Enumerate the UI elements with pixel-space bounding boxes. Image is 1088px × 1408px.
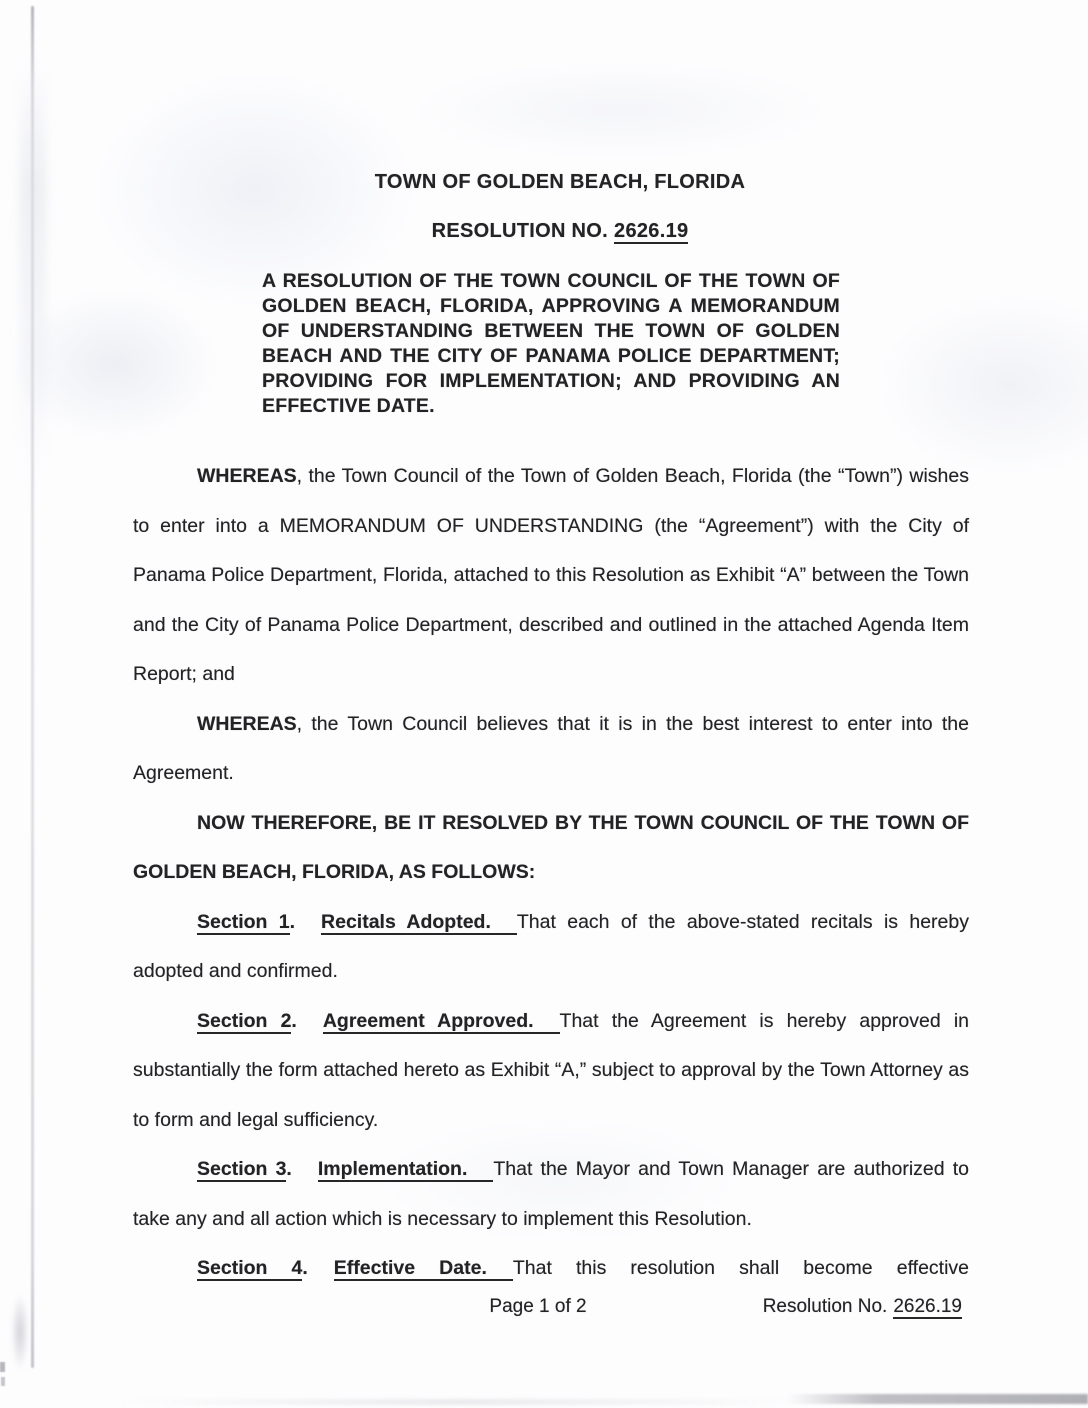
footer-resolution — [763, 1296, 962, 1318]
scan-edge-mark — [1, 1377, 5, 1386]
text-run: , the Town Council of the Town of Golden Beach, Florida (the “Town”) wishes to enter into a MEMORANDUM OF UNDERSTANDING (the “Agreement”) with the City of Panama Police Department, Florida, attached to this Resolution as Exhibit “A” between the Town and the City of Panama Police Department, described and outlined in the attached Agenda Item Report; and — [133, 465, 969, 685]
document-title: TOWN OF GOLDEN BEACH, FLORIDA — [374, 171, 746, 193]
paragraph-section-3 — [133, 1145, 969, 1244]
resolution-label: RESOLUTION NO. — [431, 220, 609, 242]
text-run: WHEREAS — [197, 465, 297, 487]
text-run: Implementation. — [318, 1158, 494, 1182]
paragraph-whereas-1 — [133, 452, 969, 700]
scan-bottom-shadow — [120, 1399, 800, 1405]
resolution-caption: A RESOLUTION OF THE TOWN COUNCIL OF THE TOWN OF GOLDEN BEACH, FLORIDA, APPROVING A MEMORANDUM OF UNDERSTANDING BETWEEN THE TOWN OF GOLDEN BEACH AND THE CITY OF PANAMA POLICE DEPARTMENT; PROVIDING FOR IMPLEMENTATION; AND PROVIDING AN EFFECTIVE DATE. — [262, 270, 840, 417]
text-run: That this resolution shall become effective — [512, 1257, 970, 1279]
text-run: . — [286, 1158, 292, 1180]
text-run: Section 2 — [197, 1009, 292, 1032]
text-run: That each of the above-stated recitals is hereby adopted and confirmed. — [133, 910, 969, 982]
text-run: Recitals Adopted. — [321, 911, 517, 935]
footer-page-number: Page 1 of 2 — [489, 1296, 587, 1317]
text-run: . — [289, 910, 296, 933]
text-run: Section 4 — [197, 1257, 303, 1279]
text-run: Agreement Approved. — [323, 1010, 560, 1034]
paragraph-whereas-2 — [133, 700, 969, 799]
footer-resolution-number: 2626.19 — [893, 1296, 962, 1317]
footer-resolution-label: Resolution No. — [762, 1296, 888, 1317]
paragraph-section-4 — [133, 1244, 969, 1294]
scan-edge-mark — [0, 1362, 5, 1372]
paragraph-section-1 — [133, 898, 969, 997]
text-run: . — [302, 1257, 308, 1279]
paragraph-section-2 — [133, 997, 969, 1146]
text-run: That the Agreement is hereby approved in substantially the form attached hereto as Exhibit “A,” subject to approval by the Town Attorney as to form and legal sufficiency. — [133, 1009, 969, 1131]
text-run: , the Town Council believes that it is in the best interest to enter into the Agreement. — [133, 712, 969, 784]
text-run: That the Mayor and Town Manager are authorized to take any and all action which is necessary to implement this Resolution. — [133, 1158, 969, 1230]
scan-crease-halo — [20, 60, 46, 480]
text-run: . — [291, 1009, 297, 1032]
body-paragraphs — [133, 452, 969, 1294]
scan-bottom-shadow-right — [786, 1394, 1088, 1404]
text-run: Effective Date. — [334, 1257, 513, 1281]
text-run: WHEREAS — [197, 712, 297, 735]
resolution-number-line — [32, 220, 1088, 243]
resolution-number: 2626.19 — [614, 220, 689, 242]
text-run: NOW THEREFORE, BE IT RESOLVED BY THE TOWN COUNCIL OF THE TOWN OF GOLDEN BEACH, FLORIDA, AS FOLLOWS: — [133, 811, 969, 883]
paragraph-now-therefore — [133, 799, 969, 898]
text-run: Section 1 — [197, 910, 290, 933]
text-run: Section 3 — [197, 1158, 287, 1180]
